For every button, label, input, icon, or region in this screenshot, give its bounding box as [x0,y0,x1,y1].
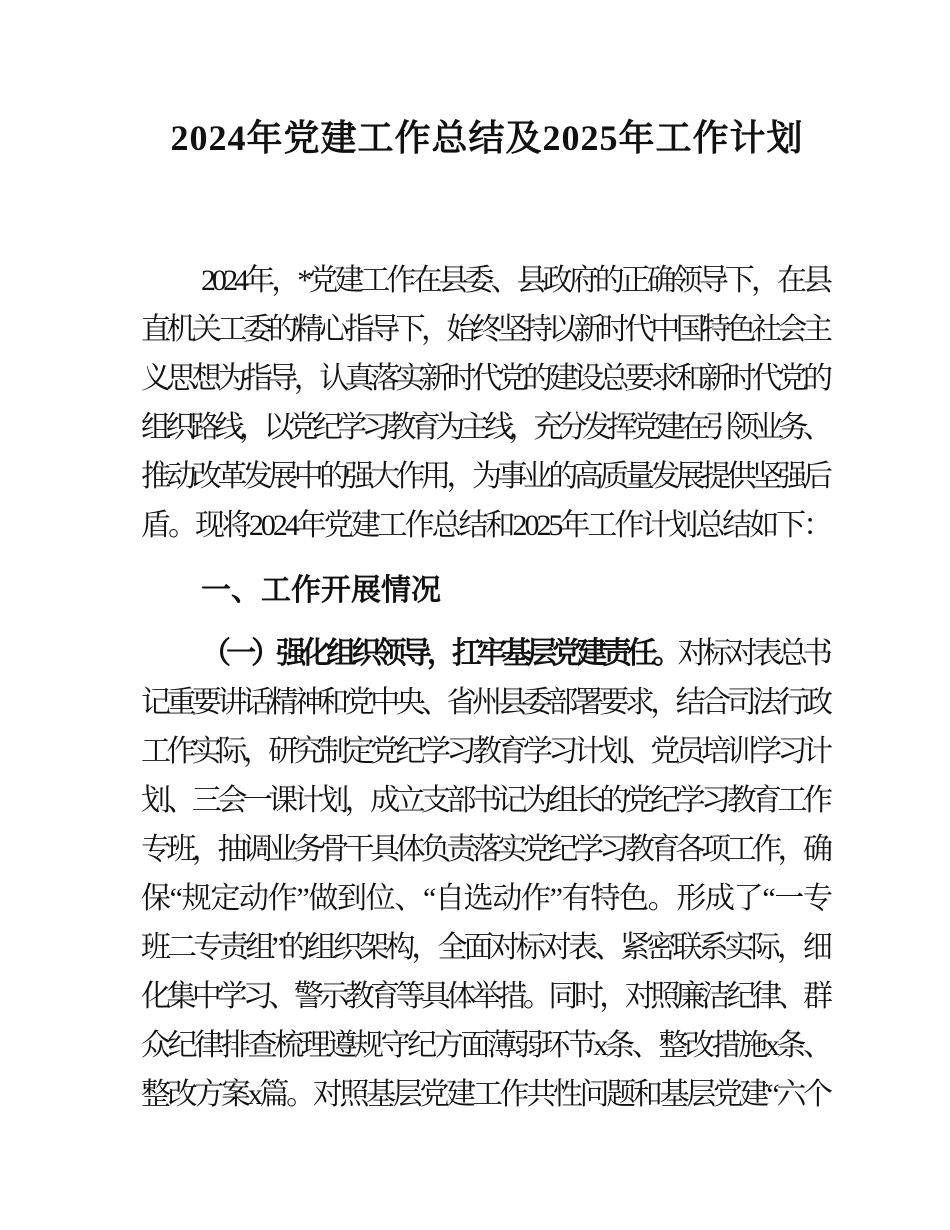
text-run: 班二专责组”的组织架构，全面对标对表、紧密联系实际，细 [141,931,830,964]
text-line-content [141,980,828,1013]
text-run: 众纪律排查梳理遵规守纪方面薄弱环节x条、整改措施x条、 [141,1029,830,1062]
section-heading-1: 一、工作开展情况 [201,574,441,607]
text-line [141,403,833,452]
text-line-content [141,784,828,817]
text-line-content [141,735,828,768]
text-line [141,354,833,403]
text-line [141,452,833,501]
text-line [141,874,833,923]
text-run: 工作实际，研究制定党纪学习教育学习计划、党员培训学习计 [141,735,829,768]
intro-paragraph [141,256,833,550]
text-line [141,923,833,972]
text-line [141,678,833,727]
text-run: 对标对表总书 [677,637,829,670]
text-line [141,1070,833,1119]
text-run: 直机关工委的精心指导下，始终坚持以新时代中国特色社会主 [141,313,829,346]
document-body [141,256,833,1119]
text-line-content [141,313,828,346]
text-run: 义思想为指导，认真落实新时代党的建设总要求和新时代党的 [141,362,829,395]
text-line-content [201,637,828,670]
document-content [141,112,833,1119]
text-run: 专班，抽调业务骨干具体负责落实党纪学习教育各项工作，确 [141,833,829,866]
text-line-content [141,833,828,866]
text-line-content [141,931,829,964]
text-line [141,629,833,678]
text-line-content [141,411,828,444]
text-line [141,825,833,874]
text-line-content [141,1029,830,1062]
text-line-content [141,362,828,395]
text-line [141,727,833,776]
text-run: 记重要讲话精神和党中央、省州县委部署要求，结合司法行政 [141,686,829,719]
text-line-content [141,460,828,493]
text-line [141,972,833,1021]
text-line [141,305,833,354]
text-run: 划、三会一课计划，成立支部书记为组长的党纪学习教育工作 [141,784,829,817]
text-line [141,256,833,305]
text-run: 组织路线，以党纪学习教育为主线，充分发挥党建在引领业务、 [141,411,828,444]
text-run: 化集中学习、警示教育等具体举措。同时，对照廉洁纪律、群 [141,980,829,1013]
document-title: 2024年党建工作总结及2025年工作计划 [170,118,804,158]
text-line-content [141,1078,830,1111]
text-line [141,1021,833,1070]
text-run: 保“规定动作”做到位、“自选动作”有特色。形成了“一专 [141,882,832,915]
text-run: 推动改革发展中的强大作用，为事业的高质量发展提供坚强后 [141,460,829,493]
text-run: 盾。现将2024年党建工作总结和2025年工作计划总结如下： [141,509,831,542]
text-line-content [141,882,832,915]
text-run: 整改方案x篇。对照基层党建工作共性问题和基层党建“六个 [141,1078,830,1111]
text-run: 2024年，*党建工作在县委、县政府的正确领导下，在县 [201,264,830,297]
text-line-content [141,509,830,542]
section-1-1-paragraph [141,629,833,1119]
text-line-content [141,686,828,719]
text-line [141,776,833,825]
text-line-content [201,264,829,297]
text-line [141,501,833,550]
bold-run: （一）强化组织领导，扛牢基层党建责任。 [201,637,678,670]
